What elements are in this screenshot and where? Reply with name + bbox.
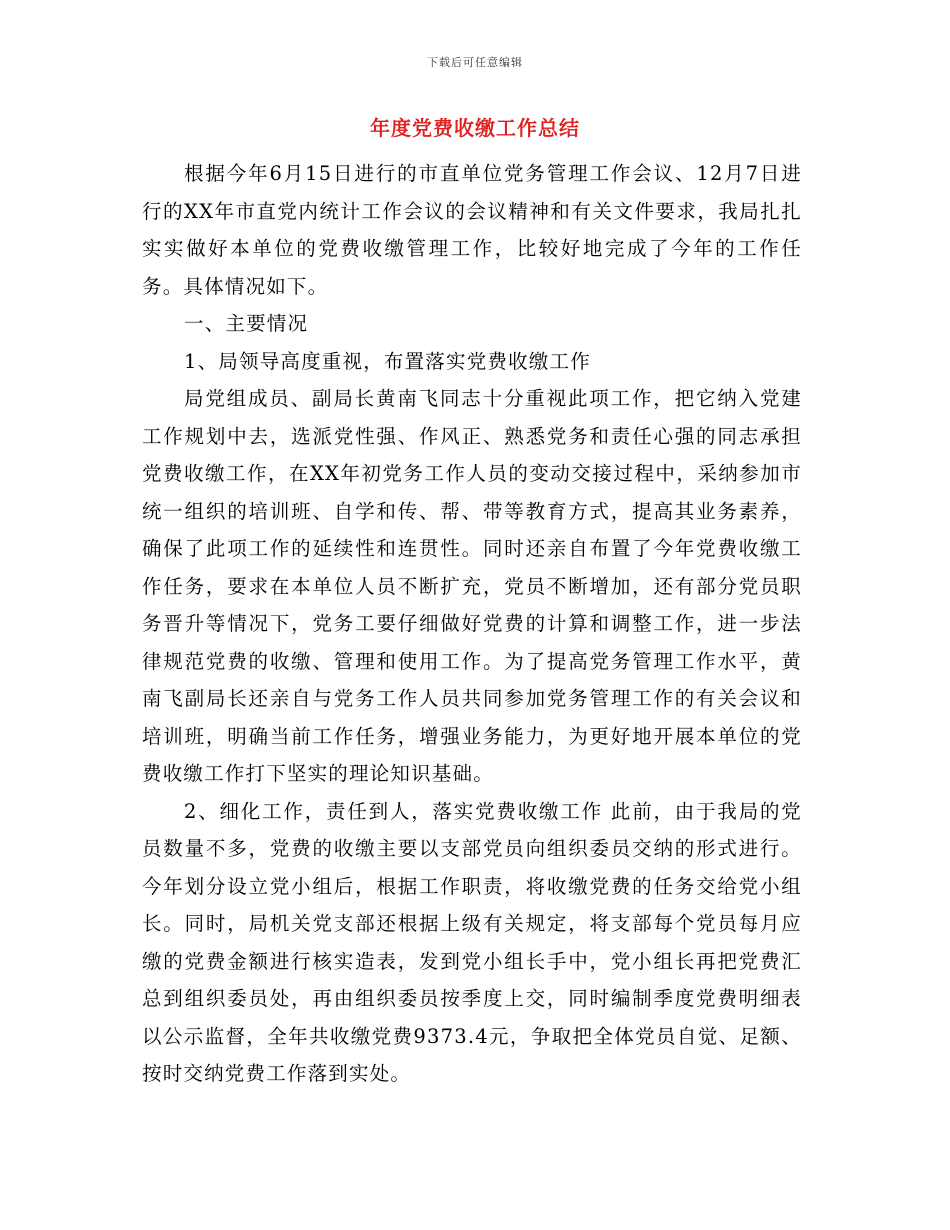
subheading-1: 1、局领导高度重视，布置落实党费收缴工作: [184, 349, 591, 373]
document-body: [142, 155, 802, 1093]
section-heading-main: 一、主要情况: [184, 312, 309, 335]
paragraph-leadership: 局党组成员、副局长黄南飞同志十分重视此项工作，把它纳入党建工作规划中去，选派党性强、作风正、熟悉党务和责任心强的同志承担党费收缴工作，在XX年初党务工作人员的变动交接过程中，采纳参加市统一组织的培训班、自学和传、帮、带等教育方式，提高其业务素养，确保了此项工作的延续性和连贯性。同时还亲自布置了今年党费收缴工作任务，要求在本单位人员不断扩充，党员不断增加，还有部分党员职务晋升等情况下，党务工要仔细做好党费的计算和调整工作，进一步法律规范党费的收缴、管理和使用工作。为了提高党务管理工作水平，黄南飞副局长还亲自与党务工作人员共同参加党务管理工作的有关会议和培训班，明确当前工作任务，增强业务能力，为更好地开展本单位的党费收缴工作打下坚实的理论知识基础。: [142, 387, 802, 785]
document-title: 年度党费收缴工作总结: [370, 116, 580, 140]
paragraph-refinement: 2、细化工作，责任到人，落实党费收缴工作 此前，由于我局的党员数量不多，党费的收缴主要以支部党员向组织委员交纳的形式进行。今年划分设立党小组后，根据工作职责，将收缴党费的任务交给党小组长。同时，局机关党支部还根据上级有关规定，将支部每个党员每月应缴的党费金额进行核实造表，发到党小组长手中，党小组长再把党费汇总到组织委员处，再由组织委员按季度上交，同时编制季度党费明细表以公示监督，全年共收缴党费9373.4元，争取把全体党员自觉、足额、按时交纳党费工作落到实处。: [142, 799, 802, 1085]
paragraph-intro: 根据今年6月15日进行的市直单位党务管理工作会议、12月7日进行的XX年市直党内统计工作会议的会议精神和有关文件要求，我局扎扎实实做好本单位的党费收缴管理工作，比较好地完成了今年的工作任务。具体情况如下。: [142, 162, 802, 298]
header-note: 下载后可任意编辑: [427, 56, 523, 69]
